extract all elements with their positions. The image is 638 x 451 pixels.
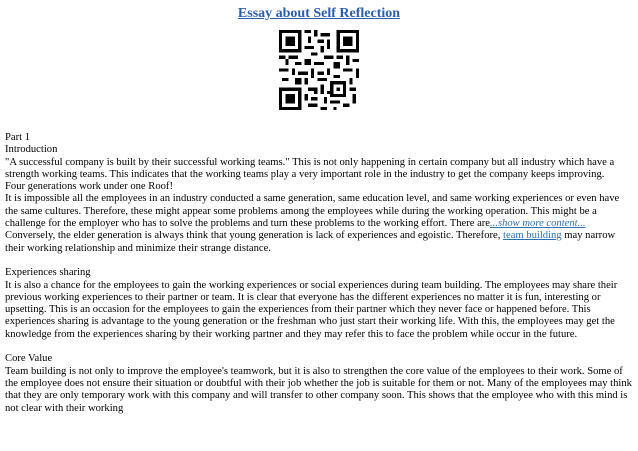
- team-building-link[interactable]: team building: [503, 230, 562, 242]
- generations-paragraph-text: It is impossible all the employees in an industry conducted a same generation, same education level, and same working experiences or even have the same cultures. Therefore, these might appear some problems among the employees while during the working operation. This might be a challenge for the employer who has to solve the problems and turn these problems to the working effort. There are: [5, 193, 620, 230]
- paragraph-gap: [5, 341, 633, 353]
- core-value-heading: Core Value: [5, 353, 53, 365]
- conversely-paragraph: [5, 230, 633, 255]
- show-more-link[interactable]: ...show more content...: [490, 218, 586, 230]
- conversely-text-after: may narrow their working relationship and minimize their strange distance.: [5, 230, 616, 254]
- essay-title[interactable]: Essay about Self Reflection: [237, 6, 401, 21]
- introduction-heading: Introduction: [5, 144, 58, 156]
- core-value-paragraph: Team building is not only to improve the employee's teamwork, but it is also to strengthen the core value of the employees to their work. Some of the employee does not ensure their situation or doubtful with their job whether the job is suitable for them or not. Many of the employees may think that they are only temporary work with this company and will transfer to other company soon. This shows that the employee who with this mind is not clear with their working: [5, 365, 632, 414]
- qr-code-icon: [279, 30, 359, 110]
- part-label: Part 1: [5, 132, 31, 143]
- intro-paragraph: "A successful company is built by their successful working teams." This is not only happening in certain company but all industry which have a strength working teams. This indicates that the working teams play a very important role in the industry to get the company keeps improving.: [5, 156, 615, 180]
- experiences-heading: Experiences sharing: [5, 267, 91, 279]
- essay-body: [5, 132, 633, 415]
- paragraph-gap: [5, 255, 633, 267]
- experiences-paragraph: It is also a chance for the employees to gain the working experiences or social experiences during team building. The employees may share their previous working experiences to their partner or team. It is clear that everyone has the different experiences no matter it is fun, interesting or upsetting. This is an occasion for the employees to gain the experiences from their partner which they never face or happened before. This experiences sharing is advantage to the young generation or the freshman who just start their working life. With this, the employees may get the knowledge from the experiences sharing by their working partner and they may refer this to face the problem while occur in the future.: [5, 279, 618, 340]
- conversely-text-before: Conversely, the elder generation is always think that young generation is lack of experiences and egoistic. Therefore,: [5, 230, 501, 242]
- generations-subheading: Four generations work under one Roof!: [5, 181, 173, 193]
- generations-paragraph: [5, 193, 633, 230]
